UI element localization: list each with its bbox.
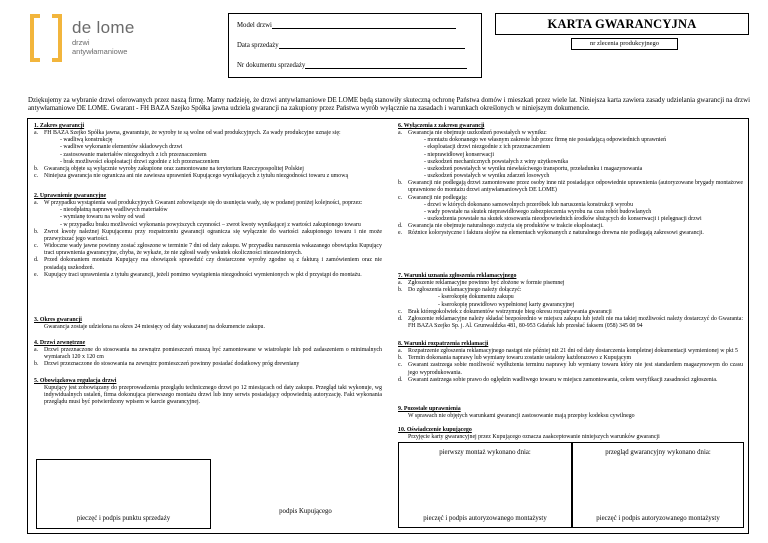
section-1-title: 1. Zakres gwarancji [34,123,85,129]
warranty-review-title: przegląd gwarancyjny wykonano dnia: [605,449,711,456]
section-6-sub-a3: - nieprawidłowej konserwacji [424,151,495,158]
section-9-title: 9. Pozostałe uprawnienia [398,406,461,412]
section-1-sub-1: - wadliwą konstrukcję [60,137,113,144]
door-model-label: Model drzwi [237,22,272,29]
section-6-sub-a4: - uszkodzeń mechanicznych powstałych z winy użytkownika [424,158,568,165]
section-6-item-d: d. Gwarancja nie obejmuje naturalnego zużycia się produktów w trakcie eksploatacji. [398,223,604,230]
logo-name: de lome [72,18,135,37]
section-8-item-d: d. Gwarant zastrzega sobie prawo do oględzin wadliwego towaru w miejscu zamontowania, celem weryfikacji zasadności zgłoszenia. [398,376,718,383]
section-1-sub-4: - brak możliwości eksploatacji drzwi zgodnie z ich przeznaczeniem [60,158,220,165]
door-model-field[interactable] [237,22,456,29]
section-2-sub-3: - w przypadku braku możliwości wykonania powyższych czynności – zwrot kwoty wynikającej z wartości zakupionego towaru [60,221,361,228]
section-6-title: 6. Wyłączenia z zakresu gwarancji [398,123,485,129]
section-6-sub-a6: - uszkodzeń powstałych w wyniku zdarzeń losowych [424,173,550,180]
section-7-item-b: b. Do zgłoszenia reklamacyjnego należy dołączyć: [398,287,522,294]
section-6-item-a: a. Gwarancja nie obejmuje uszkodzeń powstałych w wyniku: [398,130,547,137]
section-1-sub-2: - wadliwe wykonanie elementów składowych drzwi [60,144,183,151]
section-1-item-a: a. FH BAZA Szejko Spółka jawna, gwarantuje, że wyroby te są wolne od wad produkcyjnych. Za wady produkcyjne uznaje się: [34,130,341,137]
sale-date-label: Data sprzedaży [237,42,279,49]
logo-bracket-right [52,14,62,62]
sale-info-box [228,13,482,78]
section-4 [34,340,382,369]
section-1-item-c: c. Niniejsza gwarancja nie ogranicza ani nie zawiesza uprawnień Kupującego wynikających z tytułu niezgodności towaru z umową [34,173,349,180]
section-2-item-c: c. Widoczne wady jawne powinny zostać zgłoszone w terminie 7 dni od daty zakupu. W przypadku naruszenia wskazanego obowiązku Kupujący traci uprawnienia gwarancyjne, chyba, że wykaże, że nie zgłosił wady wskutek okoliczności niezawinionych. [34,243,382,257]
logo-bracket-left [30,14,40,62]
warranty-review-box[interactable] [572,442,744,528]
section-3-text: Gwarancja zostaje udzielona na okres 24 miesięcy od daty wskazanej na dokumencie zakupu. [44,324,265,331]
section-2 [34,193,382,279]
section-4-item-a: a. Drzwi przeznaczone do stosowania na zewnątrz pomieszczeń muszą być zamontowane w wiatrołapie lub pod zadaszeniem o minimalnych wymiarach 120 x 120 cm [34,347,382,361]
sale-document-field[interactable] [237,62,467,69]
section-6-item-b: b. Gwarancji nie podlegają drzwi zamontowane przez osoby inne niż posiadające odpowiednie uprawnienia (autoryzowane brygady montażowe uprawnione do montażu drzwi antywłamaniowych DE LOME) [398,180,743,194]
section-6-sub-c2: - wady powstałe na skutek nieprawidłowego zabezpieczenia wyrobu na czas robót budowlanych [424,208,652,215]
section-8 [398,341,743,384]
section-2-sub-2: - wymianę towaru na wolny od wad [60,214,145,221]
dealer-signature-label: pieczęć i podpis punktu sprzedaży [76,515,171,522]
first-installation-signature-label: pieczęć i podpis autoryzowanego montażysty [423,515,547,522]
section-8-item-b: b. Termin dokonania naprawy lub wymiany towaru zostanie ustalony każdorazowo z Kupującym [398,355,632,362]
sale-date-field[interactable] [237,42,465,49]
terms-box [27,118,749,534]
section-6-sub-a5: - uszkodzeń powstałych w wyniku niewłaściwego transportu, przeładunku i magazynowania [424,165,643,172]
section-7-item-a: a. Zgłoszenie reklamacyjne powinno być złożone w formie pisemnej [398,280,565,287]
document-title: KARTA GWARANCYJNA [495,13,749,35]
buyer-signature-box[interactable] [218,459,393,529]
section-10-text: Przyjęcie karty gwarancyjnej przez Kupującego oznacza zaakceptowanie niniejszych warunków gwarancji [408,434,660,441]
section-8-title: 8. Warunki rozpatrzenia reklamacji [398,341,489,347]
intro-paragraph: Dziękujemy za wybranie drzwi oferowanych przez naszą firmę. Mamy nadzieję, że drzwi antywłamaniowe DE LOME będą stanowiły skuteczną ochronę Państwa domów i mieszkań przez wiele lat. Niniejsza karta zawiera zasady udzielania gwarancji na drzwi antywłamaniowe DE LOME. Gwarant - FH BAZA Szejko Spółka jawna udziela gwarancji na zakupiony przez Państwa wyrób wyłącznie na zasadach i warunkach określonych w niniejszym dokumencie. [28,97,750,113]
section-5-title: 5. Obowiązkowa regulacja drzwi [34,378,117,384]
section-2-item-d: d. Przed dokonaniem montażu Kupujący ma obowiązek sprawdzić czy dostarczone wyroby zgodne są z fakturą i zamówieniem oraz nie posiadają uszkodzeń. [34,257,382,271]
section-10-title: 10. Oświadczenie kupującego [398,427,472,433]
section-7-item-d: d. Zgłoszenie reklamacyjne należy składać bezpośrednio w miejscu zakupu lub jeżeli nie ma takiej możliwości należy dostarczyć do Gwaranta: FH BAZA Szejko Sp. j. Al. Grunwaldzka 481, 80-953 Gdańsk lub przesłać faksem (058) 345 08 94 [398,315,743,330]
production-order-field[interactable]: nr zlecenia produkcyjnego [571,38,678,50]
section-7-item-c: c. Brak któregokolwiek z dokumentów wstrzymuje bieg okresu rozpatrywania gwarancji [398,308,612,315]
sale-document-label: Nr dokumentu sprzedaży [237,62,306,69]
section-10 [398,427,743,441]
section-2-item-b: b. Zwrot kwoty należnej Kupującemu przy rozpatrzeniu gwarancji ograniczа się wyłącznie do wartości zakupionego towaru i nie może przewyższać jego wartości. [34,228,382,242]
section-7 [398,273,743,330]
sale-date-line[interactable] [279,43,465,49]
section-2-sub-1: - nieodpłatną naprawę wadliwych materiałów [60,207,168,214]
section-1-sub-3: - zastosowanie materiałów niezgodnych z ich przeznaczeniem [60,151,207,158]
section-2-title: 2. Uprawnienie gwarancyjne [34,193,107,199]
section-7-title: 7. Warunki uznania zgłoszenia reklamacyjnego [398,273,517,279]
section-4-title: 4. Drzwi zewnętrzne [34,340,86,346]
section-1 [34,123,382,180]
section-6-sub-c3: - uszkodzenia powstałe na skutek stosowania nieodpowiednich środków służących do konserwacji i pielęgnacji drzwi [424,216,702,223]
first-installation-title: pierwszy montaż wykonano dnia: [439,449,531,456]
section-6-sub-a1: - montażu dokonanego we własnym zakresie lub przez firmę nie posiadającą odpowiednich uprawnień [424,137,667,144]
company-logo [30,14,150,64]
section-2-item-e: e. Kupujący traci uprawnienia z tytułu gwarancji, jeżeli pomimo wystąpienia niezgodności wymienionych w pkt d przystąpi do montażu. [34,271,362,278]
section-3-title: 3. Okres gwarancji [34,317,82,323]
section-5 [34,378,382,407]
sale-document-line[interactable] [305,63,467,69]
section-6-item-c: c. Gwarancji nie podlegają: [398,194,468,201]
section-6-sub-a2: - eksploatacji drzwi niezgodnie z ich przeznaczeniem [424,144,550,151]
section-7-sub-1: - kserokopię dokumentu zakupu [438,294,514,301]
section-6-item-e: e. Różnice kolorystyczne i faktura słojów na elementach wykonanych z naturalnego drewna nie podlegają zakresowi gwarancji. [398,230,704,237]
section-9 [398,406,743,420]
section-8-item-a: a. Rozpatrzenie zgłoszenia reklamacyjnego nastąpi nie później niż 21 dni od daty dostarczenia kompletnej dokumentacji wymienionej w pkt 5 [398,348,738,355]
section-1-item-b: b. Gwarancją objęte są wyłącznie wyroby zakupione oraz zamontowane na terytorium Rzeczypospolitej Polskiej [34,165,304,172]
section-9-text: W sprawach nie objętych warunkami gwarancji zastosowanie mają przepisy kodeksu cywilnego [408,413,635,420]
logo-subtitle-2: antywłamaniowe [72,47,128,56]
first-installation-box[interactable] [398,442,572,528]
section-6 [398,123,743,238]
section-7-sub-2: - kserokopię prawidłowo wypełnionej karty gwarancyjnej [438,301,575,308]
buyer-signature-label: podpis Kupującego [279,508,332,515]
section-6-sub-c1: - drzwi w których dokonano samowolnych przeróbek lub naruszenia konstrukcji wyrobu [424,201,634,208]
logo-subtitle-1: drzwi [72,38,90,47]
warranty-review-signature-label: pieczęć i podpis autoryzowanego montażysty [596,515,720,522]
section-5-text: Kupujący jest zobowiązany do przeprowadzenia przeglądu technicznego drzwi po 12 miesiącach od daty zakupu. Przegląd taki wykonuje, wg indywidualnych ustaleń, firma dokonująca pierwszego montażu drzwi lub inny serwis posiadający odpowiednią autoryzację. Fakt wykonania przeglądu musi być potwierdzony wpisem w karcie gwarancyjnej. [44,385,382,406]
dealer-signature-box[interactable] [36,459,211,529]
section-8-item-c: c. Gwarant zastrzega sobie możliwość wydłużenia terminu naprawy lub wymiany towaru który nie jest standardem magazynowym do czasu jego wyprodukowania. [398,362,743,376]
section-3 [34,317,382,331]
section-4-item-b: b. Drzwi przeznaczone do stosowania na zewnątrz pomieszczeń powinny posiadać dodatkowy próg drewniany [34,361,300,368]
door-model-line[interactable] [272,23,456,29]
section-2-item-a: a. W przypadku wystąpienia wad produkcyjnych Gwarant zobowiązuje się do usunięcia wady, się w podanej poniżej kolejności, poprzez: [34,200,363,207]
